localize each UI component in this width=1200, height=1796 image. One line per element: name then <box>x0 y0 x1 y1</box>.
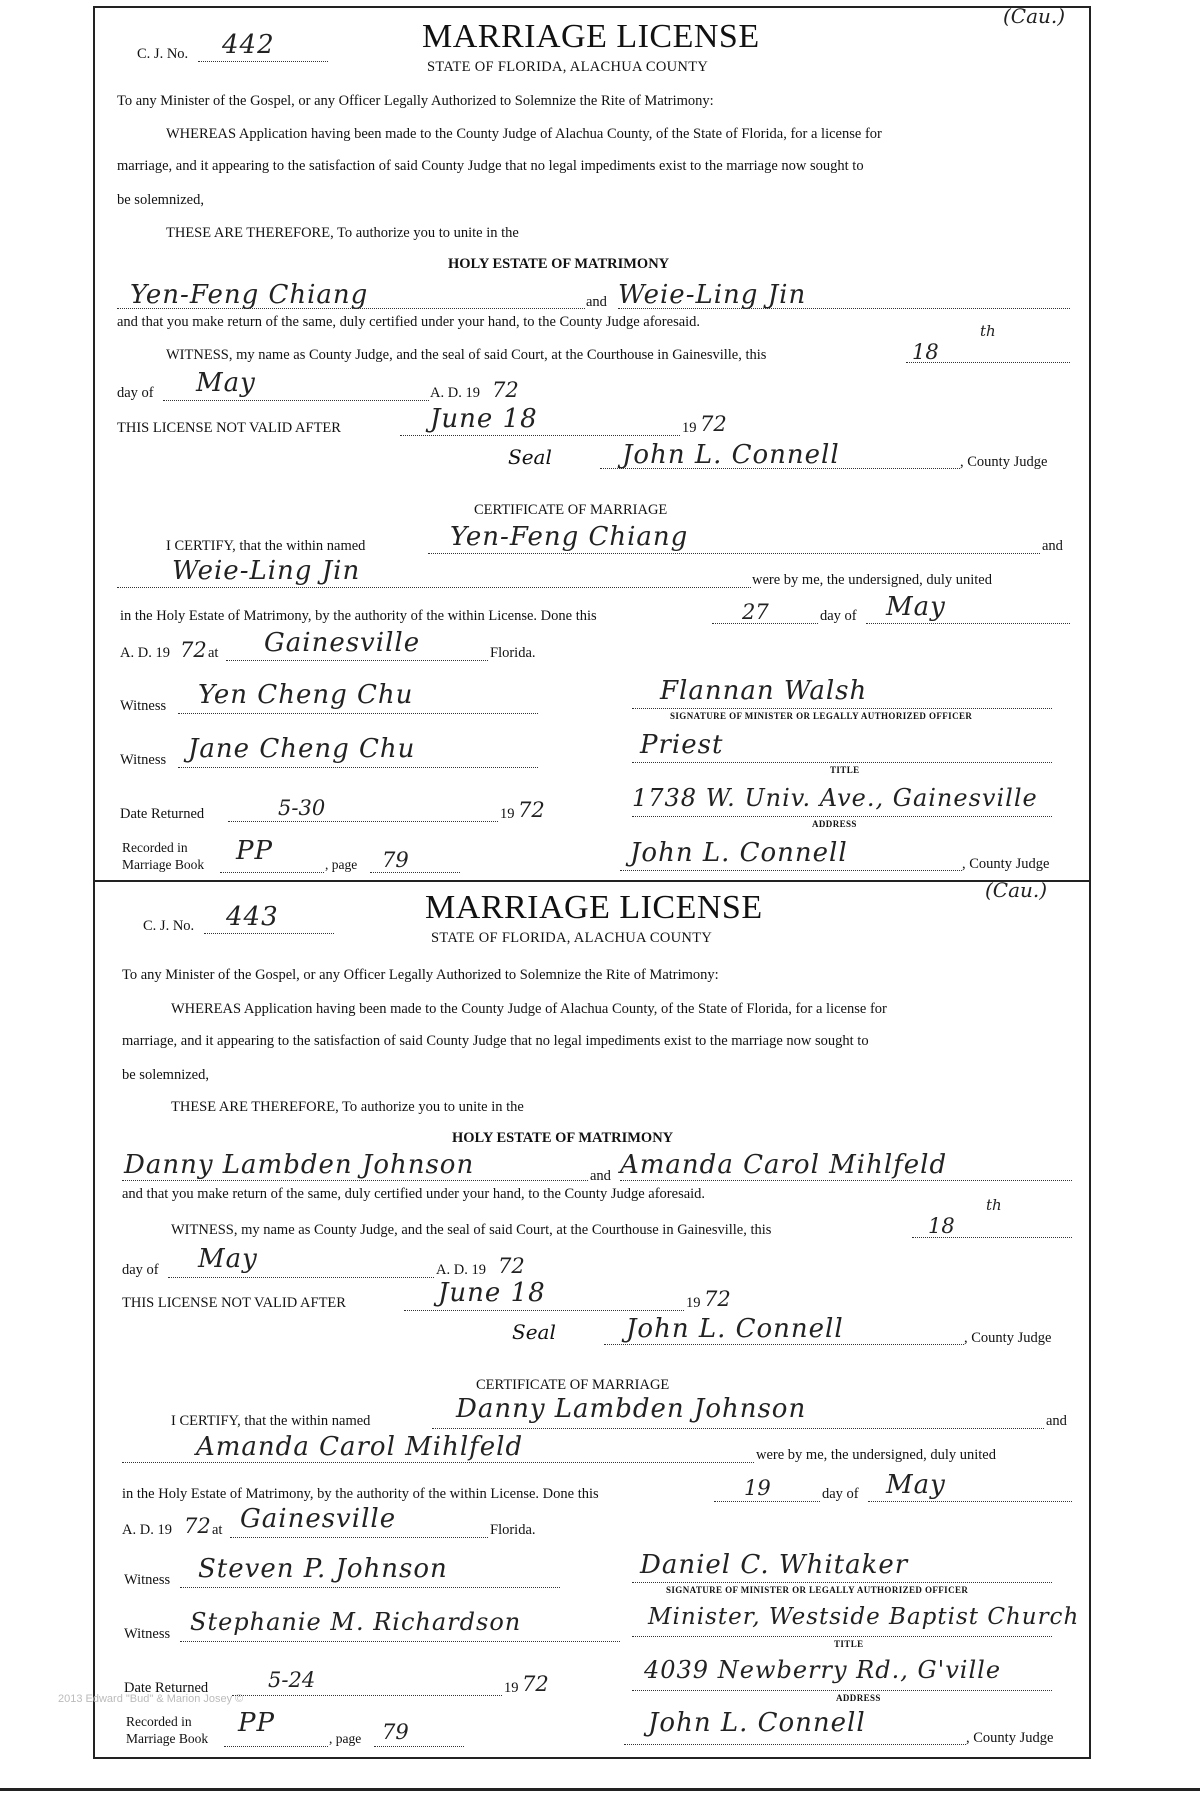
section-divider <box>94 880 1090 882</box>
officer-signature: Daniel C. Whitaker <box>640 1550 909 1580</box>
page-label: , page <box>329 1731 362 1746</box>
officer-title: Minister, Westside Baptist Church <box>648 1604 1080 1630</box>
bride-name: Amanda Carol Mihlfeld <box>620 1150 948 1180</box>
whereas-line-2: marriage, and it appearing to the satisfaction of said County Judge that no legal impediments exist to the marriage now sought to <box>117 158 864 174</box>
done-day-of-label: day of <box>820 608 857 624</box>
address-line: To any Minister of the Gospel, or any Officer Legally Authorized to Solemnize the Rite of Matrimony: <box>122 967 719 983</box>
whereas-line-3: be solemnized, <box>122 1067 209 1083</box>
witness-2-name: Stephanie M. Richardson <box>190 1608 522 1636</box>
marriage-book-value: PP <box>238 1708 275 1738</box>
issue-month: May <box>198 1244 258 1274</box>
county-judge-label: , County Judge <box>960 454 1048 470</box>
certificate-title: CERTIFICATE OF MARRIAGE <box>476 1377 670 1393</box>
witness-1-name: Steven P. Johnson <box>198 1554 448 1584</box>
judge-signature: John L. Connell <box>626 1314 844 1344</box>
address-line: To any Minister of the Gospel, or any Officer Legally Authorized to Solemnize the Rite of Matrimony: <box>117 93 714 109</box>
cert-bride-name: Amanda Carol Mihlfeld <box>196 1432 524 1462</box>
marriage-book-value: PP <box>236 836 273 866</box>
holy-estate-heading: HOLY ESTATE OF MATRIMONY <box>448 256 670 272</box>
cert-groom-name: Yen-Feng Chiang <box>450 522 689 552</box>
not-valid-label: THIS LICENSE NOT VALID AFTER <box>117 420 341 436</box>
done-month: May <box>886 1470 946 1500</box>
officer-address: 1738 W. Univ. Ave., Gainesville <box>632 784 1038 812</box>
witness-day-suffix: th <box>986 1196 1002 1214</box>
done-year: 72 <box>180 638 207 662</box>
done-day-of-label: day of <box>822 1486 859 1502</box>
therefore-line: THESE ARE THEREFORE, To authorize you to unite in the <box>171 1099 524 1115</box>
recorded-in-label: Recorded in <box>122 840 188 855</box>
expiry-date: June 18 <box>430 404 538 434</box>
title-caption: TITLE <box>834 1639 864 1649</box>
witness-2-label: Witness <box>124 1626 171 1642</box>
witness-day: 18 <box>912 340 939 364</box>
expiry-year-prefix: 19 <box>682 420 697 436</box>
seal-mark: Seal <box>508 445 552 469</box>
holy-estate-heading: HOLY ESTATE OF MATRIMONY <box>452 1130 674 1146</box>
whereas-line-1: WHEREAS Application having been made to the County Judge of Alachua County, of the State of Florida, for a license for <box>166 126 882 142</box>
done-day: 27 <box>742 600 769 624</box>
date-returned: 5-30 <box>278 796 326 820</box>
county-judge-label-2: , County Judge <box>966 1730 1054 1746</box>
witness-day-suffix: th <box>980 322 996 340</box>
returned-year-prefix: 19 <box>504 1680 519 1696</box>
address-caption: ADDRESS <box>812 819 857 829</box>
page-number: 79 <box>382 1720 409 1744</box>
watermark-text: 2013 Edward "Bud" & Marion Josey © <box>58 1693 244 1705</box>
marriage-book-label: Marriage Book <box>126 1731 209 1746</box>
certify-label: I CERTIFY, that the within named <box>166 538 366 554</box>
returned-year-prefix: 19 <box>500 806 515 822</box>
certify-label: I CERTIFY, that the within named <box>171 1413 371 1429</box>
seal-mark: Seal <box>512 1320 556 1344</box>
united-label: were by me, the undersigned, duly united <box>752 572 992 588</box>
license-title: MARRIAGE LICENSE <box>425 889 763 926</box>
return-line: and that you make return of the same, duly certified under your hand, to the County Judge aforesaid. <box>117 314 701 330</box>
witness-1-label: Witness <box>120 698 167 714</box>
done-place: Gainesville <box>264 628 421 658</box>
therefore-line: THESE ARE THEREFORE, To authorize you to unite in the <box>166 225 519 241</box>
certificate-title: CERTIFICATE OF MARRIAGE <box>474 502 668 518</box>
groom-name: Yen-Feng Chiang <box>130 280 369 310</box>
address-caption: ADDRESS <box>836 1693 881 1703</box>
united-label: were by me, the undersigned, duly united <box>756 1447 996 1463</box>
bride-name: Weie-Ling Jin <box>618 280 807 310</box>
expiry-year: 72 <box>700 412 727 436</box>
at-label: at <box>212 1522 223 1538</box>
expiry-year-prefix: 19 <box>686 1295 701 1311</box>
and-label: and <box>586 294 607 310</box>
recorder-signature: John L. Connell <box>648 1708 866 1738</box>
license-subtitle: STATE OF FLORIDA, ALACHUA COUNTY <box>427 59 709 75</box>
page-number: 79 <box>382 848 409 872</box>
witness-statement: WITNESS, my name as County Judge, and the seal of said Court, at the Courthouse in Gainesville, this <box>171 1222 772 1238</box>
ad2-label: A. D. 19 <box>122 1522 172 1538</box>
county-judge-label-2: , County Judge <box>962 856 1050 872</box>
florida-label: Florida. <box>490 645 536 661</box>
county-judge-label: , County Judge <box>964 1330 1052 1346</box>
recorder-signature: John L. Connell <box>630 838 848 868</box>
witness-2-label: Witness <box>120 752 167 768</box>
holy-estate-line: in the Holy Estate of Matrimony, by the authority of the within License. Done this <box>120 608 597 624</box>
officer-title: Priest <box>640 730 724 760</box>
whereas-line-1: WHEREAS Application having been made to the County Judge of Alachua County, of the State of Florida, for a license for <box>171 1001 887 1017</box>
date-returned-label: Date Returned <box>124 1680 209 1696</box>
ad2-label: A. D. 19 <box>120 645 170 661</box>
expiry-year: 72 <box>704 1287 731 1311</box>
cert-and-label: and <box>1042 538 1063 554</box>
witness-1-label: Witness <box>124 1572 171 1588</box>
cert-and-label: and <box>1046 1413 1067 1429</box>
officer-caption: SIGNATURE OF MINISTER OR LEGALLY AUTHORIZED OFFICER <box>670 711 973 721</box>
officer-signature: Flannan Walsh <box>660 676 868 706</box>
and-label: and <box>590 1168 611 1184</box>
done-year: 72 <box>184 1514 211 1538</box>
officer-caption: SIGNATURE OF MINISTER OR LEGALLY AUTHORIZED OFFICER <box>666 1585 969 1595</box>
cert-groom-name: Danny Lambden Johnson <box>456 1394 807 1424</box>
issue-month: May <box>196 368 256 398</box>
expiry-date: June 18 <box>438 1278 546 1308</box>
whereas-line-2: marriage, and it appearing to the satisfaction of said County Judge that no legal impediments exist to the marriage now sought to <box>122 1033 869 1049</box>
officer-address: 4039 Newberry Rd., G'ville <box>644 1656 1002 1684</box>
witness-1-name: Yen Cheng Chu <box>198 680 414 710</box>
license-subtitle: STATE OF FLORIDA, ALACHUA COUNTY <box>431 930 713 946</box>
ad-label: A. D. 19 <box>436 1262 486 1278</box>
returned-year: 72 <box>522 1672 549 1696</box>
cj-number-value: 442 <box>222 30 275 60</box>
ad-label: A. D. 19 <box>430 385 480 401</box>
done-day: 19 <box>744 1476 771 1500</box>
judge-signature: John L. Connell <box>622 440 840 470</box>
date-returned-label: Date Returned <box>120 806 205 822</box>
cert-bride-name: Weie-Ling Jin <box>172 556 361 586</box>
page-bottom-rule <box>0 1788 1200 1791</box>
day-of-label: day of <box>122 1262 159 1278</box>
done-place: Gainesville <box>240 1504 397 1534</box>
whereas-line-3: be solemnized, <box>117 192 204 208</box>
date-returned: 5-24 <box>268 1668 316 1692</box>
witness-2-name: Jane Cheng Chu <box>188 734 416 764</box>
issue-year: 72 <box>492 378 519 402</box>
license-title: MARRIAGE LICENSE <box>422 18 760 55</box>
recorded-in-label: Recorded in <box>126 1714 192 1729</box>
page-label: , page <box>325 857 358 872</box>
not-valid-label: THIS LICENSE NOT VALID AFTER <box>122 1295 346 1311</box>
cj-number-label: C. J. No. <box>137 46 189 62</box>
issue-year: 72 <box>498 1254 525 1278</box>
florida-label: Florida. <box>490 1522 536 1538</box>
witness-statement: WITNESS, my name as County Judge, and the seal of said Court, at the Courthouse in Gainesville, this <box>166 347 767 363</box>
at-label: at <box>208 645 219 661</box>
day-of-label: day of <box>117 385 154 401</box>
groom-name: Danny Lambden Johnson <box>124 1150 475 1180</box>
done-month: May <box>886 592 946 622</box>
cj-number-label: C. J. No. <box>143 918 195 934</box>
title-caption: TITLE <box>830 765 860 775</box>
returned-year: 72 <box>518 798 545 822</box>
cj-number-value: 443 <box>226 902 279 932</box>
marriage-book-label: Marriage Book <box>122 857 205 872</box>
notation-mark: (Cau.) <box>1003 4 1066 28</box>
notation-mark: (Cau.) <box>985 878 1048 902</box>
witness-day: 18 <box>928 1214 955 1238</box>
holy-estate-line: in the Holy Estate of Matrimony, by the authority of the within License. Done this <box>122 1486 599 1502</box>
return-line: and that you make return of the same, duly certified under your hand, to the County Judge aforesaid. <box>122 1186 706 1202</box>
